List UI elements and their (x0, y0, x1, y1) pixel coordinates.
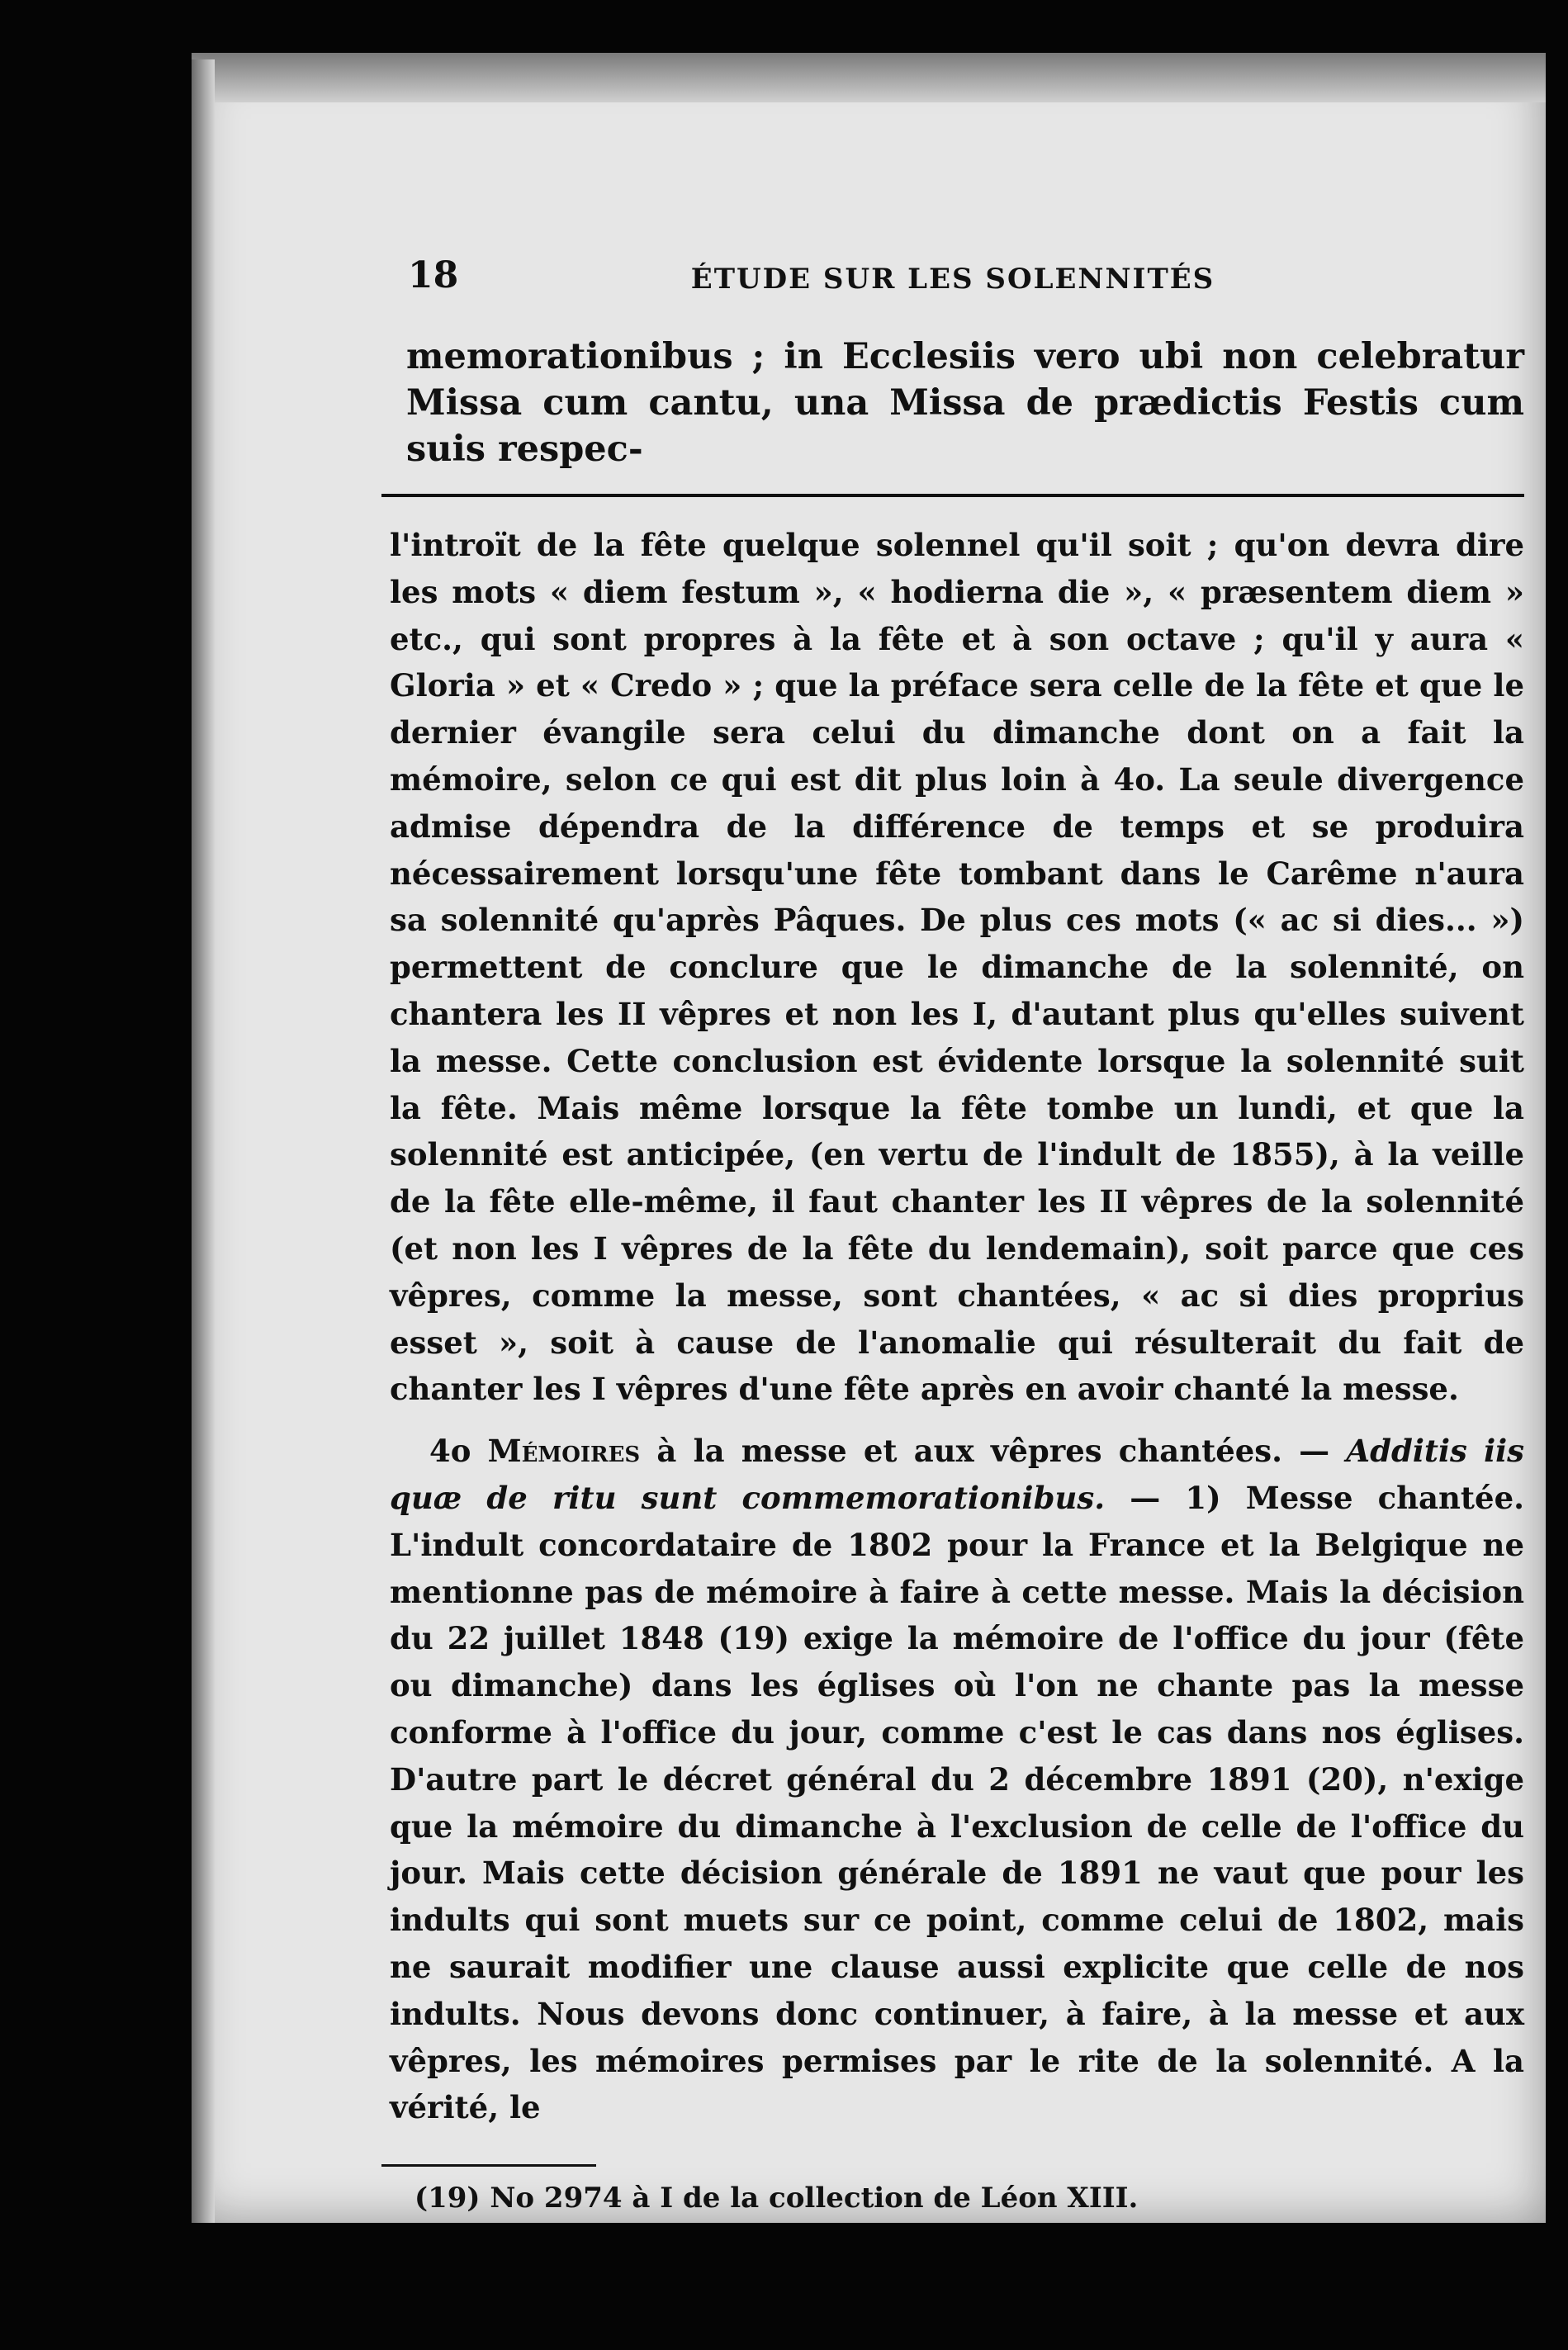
page-left-edge (192, 59, 215, 2223)
latin-quote: Additis iis quæ de ritu sunt commemorationibus. (390, 1433, 1525, 1516)
page-top-edge (192, 53, 1546, 102)
page-content (381, 248, 1524, 2215)
footnote-divider (381, 2164, 596, 2167)
main-text-block (381, 334, 1524, 472)
running-head (381, 248, 1524, 306)
main-paragraph: memorationibus ; in Ecclesiis vero ubi non celebratur Missa cum cantu, una Missa de prædictis Festis cum suis respec- (406, 336, 1524, 470)
section-number: 4o (429, 1433, 471, 1470)
running-title: ÉTUDE SUR LES SOLENNITÉS (690, 263, 1215, 296)
note-text-block (381, 522, 1524, 2131)
note-paragraph-2 (390, 1428, 1524, 2131)
section-divider (381, 494, 1524, 497)
note-paragraph-1: l'introït de la fête quelque solennel qu'il soit ; qu'on devra dire les mots « diem festum », « hodierna die », « præsentem diem » etc., qui sont propres à la fête et à son octave ; qu'il y aura « Gloria » et « Credo » ; que la préface sera celle de la fête et que le dernier évangile sera celui du dimanche dont on a fait la mémoire, selon ce qui est dit plus loin à 4o. La seule divergence admise dépendra de la différence de temps et se produira nécessairement lorsqu'une fête tombant dans le Carême n'aura sa solennité qu'après Pâques. De plus ces mots (« ac si dies... ») permettent de conclure que le dimanche de la solennité, on chantera les II vêpres et non les I, d'autant plus qu'elles suivent la messe. Cette conclusion est évidente lorsque la solennité suit la fête. Mais même lorsque la fête tombe un lundi, et que la solennité est anticipée, (en vertu de l'indult de 1855), à la veille de la fête elle-même, il faut chanter les II vêpres de la solennité (et non les I vêpres de la fête du lendemain), soit parce que ces vêpres, comme la messe, sont chantées, « ac si dies proprius esset », soit à cause de l'anomalie qui résulterait du fait de chanter les I vêpres d'une fête après en avoir chanté la messe. (390, 527, 1524, 1408)
footnote: (19) No 2974 à I de la collection de Léon XIII. (415, 2182, 1139, 2215)
section-heading-rest: à la messe et aux vêpres chantées. — (640, 1433, 1347, 1470)
section-heading: Mémoires (487, 1433, 641, 1470)
page-number: 18 (408, 254, 459, 296)
note-paragraph-2-body: — 1) Messe chantée. L'indult concordataire de 1802 pour la France et la Belgique ne mentionne pas de mémoire à faire à cette messe. Mais la décision du 22 juillet 1848 (19) exige la mémoire de l'office du jour (fête ou dimanche) dans les églises où l'on ne chante pas la messe conforme à l'office du jour, comme c'est le cas dans nos églises. D'autre part le décret général du 2 décembre 1891 (20), n'exige que la mémoire du dimanche à l'exclusion de celle de l'office du jour. Mais cette décision générale de 1891 ne vaut que pour les indults qui sont muets sur ce point, comme celui de 1802, mais ne saurait modifier une clause aussi explicite que celle de nos indults. Nous devons donc continuer, à faire, à la messe et aux vêpres, les mémoires permises par le rite de la solennité. A la vérité, le (390, 1479, 1524, 2126)
